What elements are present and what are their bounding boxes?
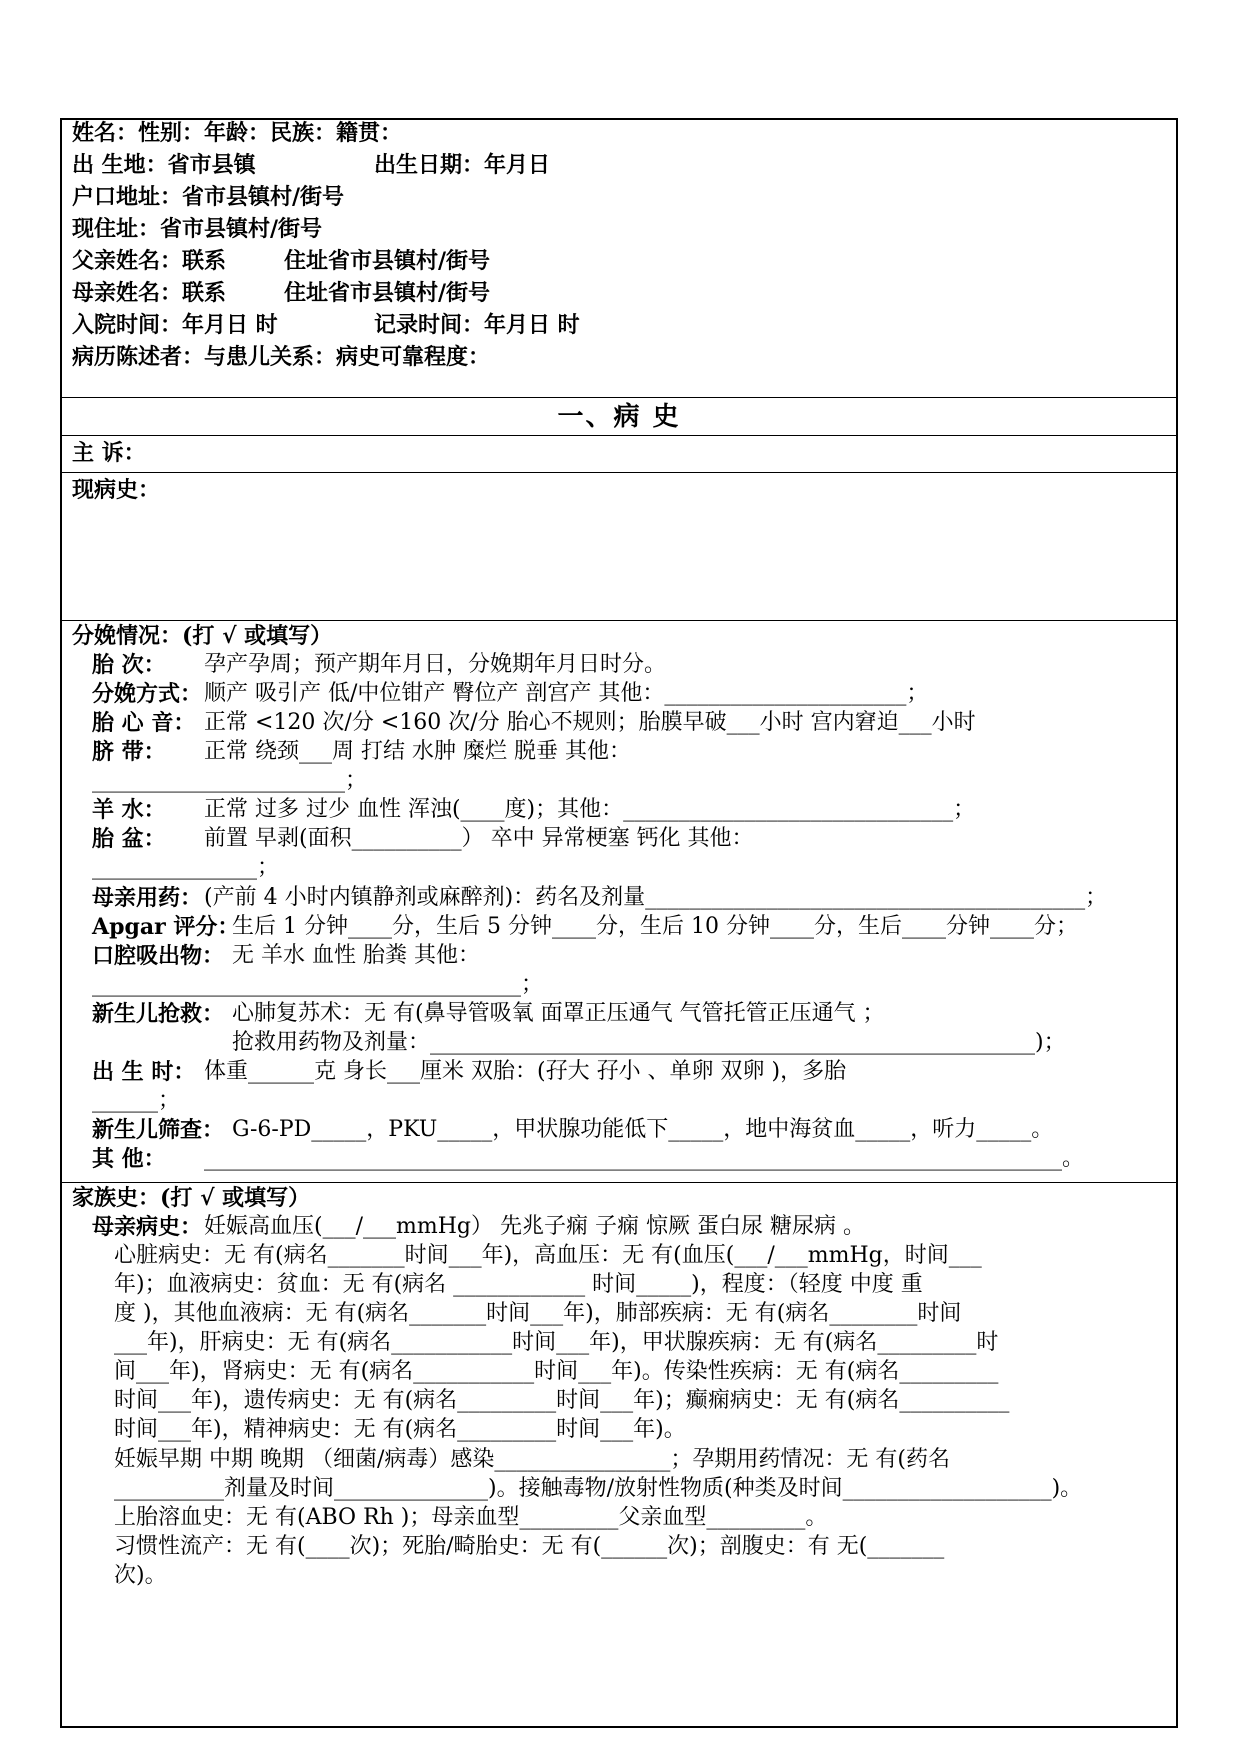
delivery-title: 分娩情况：(打 √ 或填写）	[72, 623, 333, 649]
father-name-field: 父亲姓名：联系	[72, 248, 227, 274]
apgar-label: Apgar 评分：	[92, 914, 240, 940]
oral-suction-options: 无 羊水 血性 胎粪 其他：	[232, 943, 480, 968]
oral-suction-label: 口腔吸出物：	[92, 943, 225, 969]
maternal-history-line-4: 度 )，其他血液病：无 有(病名_______时间___年)，肺部疾病：无 有(病名________时间	[114, 1301, 962, 1326]
amniotic-fluid-options: 正常 过多 过少 血性 浑浊(____度)；其他：______________________________；	[204, 797, 976, 822]
fetal-heart-label: 胎 心 音：	[92, 710, 196, 736]
maternal-medication-label: 母亲用药：	[92, 885, 203, 911]
medical-record-form	[60, 118, 1178, 1728]
maternal-history-label: 母亲病史：	[92, 1214, 203, 1240]
maternal-history-line-2: 心脏病史：无 有(病名_______时间___年)，高血压：无 有(血压(___/___mmHg，时间___	[114, 1243, 982, 1268]
amniotic-fluid-label: 羊 水：	[92, 797, 166, 823]
chief-complaint-label: 主 诉：	[72, 440, 146, 466]
present-illness-section	[62, 473, 1176, 621]
section-title: 一、病 史	[557, 402, 681, 432]
admission-time-field: 入院时间：年月日 时	[72, 312, 278, 338]
delivery-mode-label: 分娩方式：	[92, 681, 203, 707]
newborn-screening-items: G-6-PD_____，PKU_____，甲状腺功能低下_____，地中海贫血_____，听力_____。	[232, 1117, 1054, 1142]
other-blank: ______________________________________________________________________________。	[204, 1146, 1085, 1171]
informant-field: 病历陈述者：与患儿关系：病史可靠程度：	[72, 344, 491, 370]
registered-address-field: 户口地址：省市县镇村/街号	[72, 184, 345, 210]
current-address-field: 现住址：省市县镇村/街号	[72, 216, 323, 242]
family-history-section	[62, 1183, 1176, 1728]
maternal-history-line-5: ___年)，肝病史：无 有(病名___________时间___年)，甲状腺疾病：无 有(病名_________时	[114, 1330, 999, 1355]
other-label: 其 他：	[92, 1146, 166, 1172]
gravidity-label: 胎 次：	[92, 652, 166, 678]
umbilical-cord-options: 正常 绕颈___周 打结 水肿 糜烂 脱垂 其他：	[204, 739, 631, 764]
medication-exposure-line: __________剂量及时间______________)。接触毒物/放射性物质(种类及时间___________________)。	[114, 1476, 1083, 1501]
fetal-heart-options: 正常 <120 次/分 <160 次/分 胎心不规则；胎膜早破___小时 宫内窘迫___小时	[204, 710, 976, 735]
placenta-options: 前置 早剥(面积__________） 卒中 异常梗塞 钙化 其他：	[204, 826, 754, 851]
maternal-history-line-7: 时间___年)，遗传病史：无 有(病名_________时间___年)；癫痫病史：无 有(病名__________	[114, 1388, 1010, 1413]
maternal-history-line-8: 时间___年)，精神病史：无 有(病名_________时间___年)。	[114, 1417, 686, 1442]
record-time-field: 记录时间：年月日 时	[374, 312, 580, 338]
newborn-screening-label: 新生儿筛查：	[92, 1117, 225, 1143]
pregnancy-infection-line: 妊娠早期 中期 晚期 （细菌/病毒）感染________________；孕期用药情况：无 有(药名	[114, 1447, 950, 1472]
placenta-other-blank: _______________；	[92, 855, 280, 880]
birthdate-field: 出生日期：年月日	[374, 152, 551, 178]
multiple-birth-blank: ______；	[92, 1088, 181, 1113]
maternal-history-line-3: 年)；血液病史：贫血：无 有(病名 ____________ 时间_____)，程度：（轻度 中度 重	[114, 1272, 923, 1297]
miscarriage-history-line-end: 次)。	[114, 1563, 167, 1588]
delivery-mode-options: 顺产 吸引产 低/中位钳产 臀位产 剖宫产 其他：______________________；	[204, 681, 929, 706]
umbilical-cord-other-blank: _______________________；	[92, 768, 368, 793]
delivery-section	[62, 621, 1176, 1183]
family-history-title: 家族史：(打 √ 或填写）	[72, 1185, 311, 1211]
apgar-scores: 生后 1 分钟____分，生后 5 分钟____分，生后 10 分钟____分，生后____分钟____分；	[232, 914, 1078, 939]
resuscitation-options: 心肺复苏术：无 有(鼻导管吸氧 面罩正压通气 气管托管正压通气 ；	[232, 1001, 885, 1026]
chief-complaint-row	[62, 436, 1176, 473]
at-birth-label: 出 生 时：	[92, 1059, 196, 1085]
umbilical-cord-label: 脐 带：	[92, 739, 166, 765]
placenta-label: 胎 盆：	[92, 826, 166, 852]
oral-suction-other-blank: _______________________________________；	[92, 972, 544, 997]
patient-info-section	[62, 120, 1176, 398]
history-section-title-row	[62, 398, 1176, 436]
birthplace-field: 出 生地：省市县镇	[72, 152, 256, 178]
maternal-medication-text: (产前 4 小时内镇静剂或麻醉剂)：药名及剂量________________________________________；	[204, 885, 1108, 910]
resuscitation-label: 新生儿抢救：	[92, 1001, 225, 1027]
miscarriage-history-line: 习惯性流产：无 有(____次)；死胎/畸胎史：无 有(______次)；剖腹史：有 无(_______	[114, 1534, 945, 1559]
gravidity-text: 孕产孕周；预产期年月日，分娩期年月日时分。	[204, 652, 667, 677]
at-birth-measurements: 体重______克 身长___厘米 双胎：(孖大 孖小 、单卵 双卵 )，多胎	[204, 1059, 847, 1084]
mother-address-field: 住址省市县镇村/街号	[284, 280, 491, 306]
present-illness-label: 现病史：	[72, 477, 161, 503]
mother-name-field: 母亲姓名：联系	[72, 280, 227, 306]
hemolysis-blood-type-line: 上胎溶血史：无 有(ABO Rh )；母亲血型_________父亲血型_________。	[114, 1505, 828, 1530]
maternal-history-line-1: 妊娠高血压(___/___mmHg） 先兆子痫 子痫 惊厥 蛋白尿 糖尿病 。	[204, 1214, 865, 1239]
maternal-history-line-6: 间___年)，肾病史：无 有(病名___________时间___年)。传染性疾病：无 有(病名_________	[114, 1359, 999, 1384]
resuscitation-drugs: 抢救用药物及剂量：_______________________________________________________)；	[232, 1030, 1066, 1055]
name-gender-age-line: 姓名：性别：年龄：民族：籍贯：	[72, 120, 403, 146]
father-address-field: 住址省市县镇村/街号	[284, 248, 491, 274]
